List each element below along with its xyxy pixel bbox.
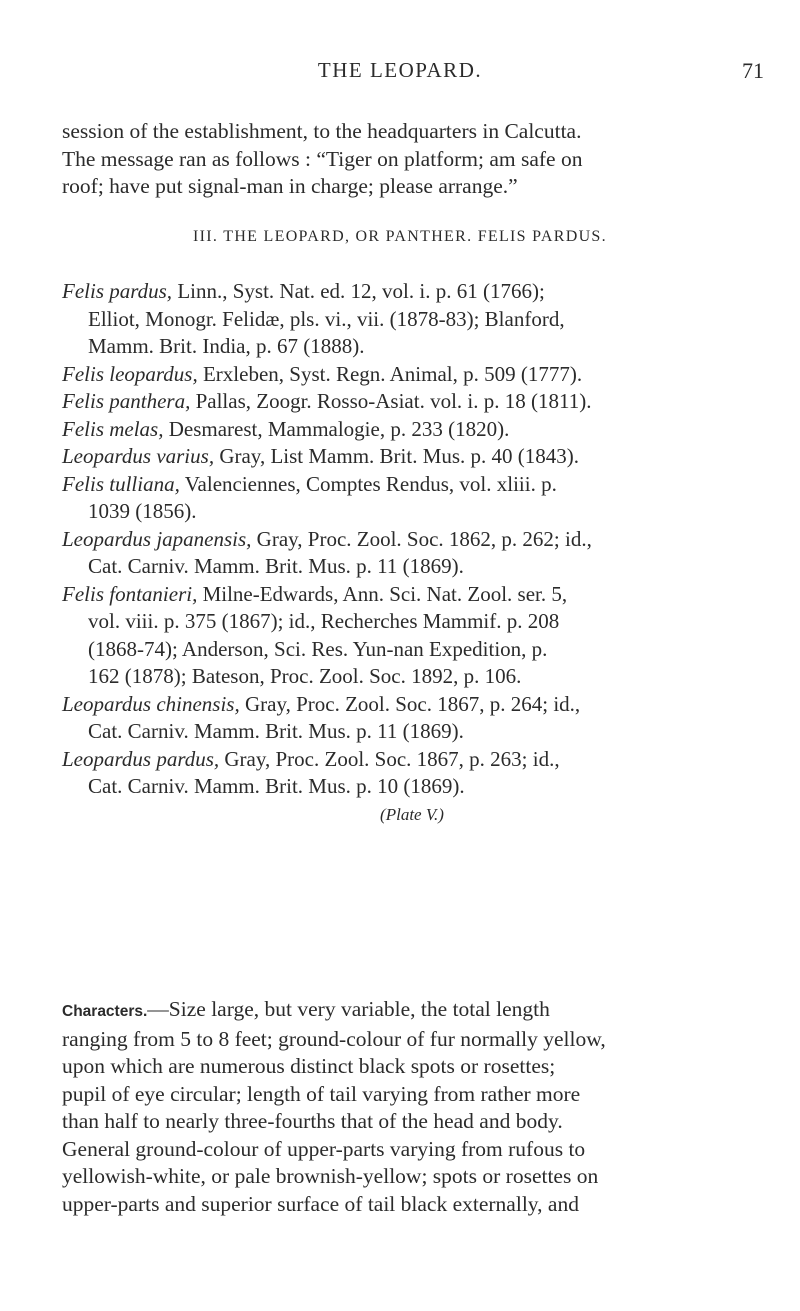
intro-line: session of the establishment, to the headquarters in Calcutta. (62, 119, 582, 143)
synonym-citation: Gray, List Mamm. Brit. Mus. p. 40 (1843). (219, 444, 580, 468)
synonym-citation: Pallas, Zoogr. Rosso-Asiat. vol. i. p. 18 (1811). (195, 389, 592, 413)
synonym-entry (62, 746, 762, 801)
synonym-citation: Milne-Edwards, Ann. Sci. Nat. Zool. ser. 5, (202, 581, 568, 606)
synonym-name: Leopardus varius, (62, 444, 215, 468)
synonym-citation: Cat. Carniv. Mamm. Brit. Mus. p. 10 (1869). (88, 774, 465, 798)
synonym-name: Felis fontanieri, (62, 581, 198, 606)
synonym-citation: Gray, Proc. Zool. Soc. 1862, p. 262; id., (256, 526, 592, 551)
synonym-name: Leopardus pardus, (62, 746, 220, 771)
synonym-entry (62, 443, 762, 471)
characters-line: General ground-colour of upper-parts varying from rufous to (62, 1136, 586, 1161)
characters-line: than half to nearly three-fourths that of the head and body. (62, 1109, 563, 1133)
synonym-entry (62, 361, 762, 389)
characters-line: pupil of eye circular; length of tail varying from rather more (62, 1081, 581, 1106)
synonym-name: Felis tulliana, (62, 471, 180, 496)
synonym-citation: Linn., Syst. Nat. ed. 12, vol. i. p. 61 (1766); (177, 279, 545, 303)
characters-line: upon which are numerous distinct black spots or rosettes; (62, 1054, 556, 1078)
running-head: THE LEOPARD. (317, 58, 483, 82)
synonym-name: Leopardus japanensis, (62, 526, 252, 551)
synonym-citation: Valenciennes, Comptes Rendus, vol. xliii. p. (184, 471, 557, 496)
synonym-citation: Cat. Carniv. Mamm. Brit. Mus. p. 11 (1869). (88, 554, 464, 578)
synonym-citation: Erxleben, Syst. Regn. Animal, p. 509 (1777). (202, 361, 583, 386)
synonym-entry (62, 526, 762, 581)
synonym-name: Felis leopardus, (62, 361, 198, 386)
characters-line (62, 996, 762, 1026)
synonym-citation: vol. viii. p. 375 (1867); id., Recherches Mammif. p. 208 (88, 609, 560, 633)
characters-line: yellowish-white, or pale brownish-yellow; spots or rosettes on (62, 1164, 599, 1188)
synonym-name: Leopardus chinensis, (62, 691, 240, 716)
section-heading: III. THE LEOPARD, OR PANTHER. FELIS PARDUS. (193, 228, 607, 245)
synonym-citation: 1039 (1856). (88, 499, 197, 523)
synonym-name: Felis pardus, (62, 279, 173, 303)
synonym-citation: Gray, Proc. Zool. Soc. 1867, p. 263; id., (224, 746, 560, 771)
characters-paragraph (62, 996, 762, 1218)
synonym-citation: Gray, Proc. Zool. Soc. 1867, p. 264; id., (244, 691, 581, 716)
synonym-citation: Cat. Carniv. Mamm. Brit. Mus. p. 11 (1869). (88, 719, 464, 743)
synonym-citation: Mamm. Brit. India, p. 67 (1888). (88, 334, 365, 358)
synonym-entry (62, 691, 762, 746)
synonym-entry (62, 471, 762, 526)
synonym-citation: Desmarest, Mammalogie, p. 233 (1820). (168, 416, 510, 441)
synonym-entry (62, 388, 762, 416)
characters-text: —Size large, but very variable, the total length (147, 997, 550, 1021)
synonym-entry (62, 278, 762, 361)
synonym-citation: 162 (1878); Bateson, Proc. Zool. Soc. 1892, p. 106. (88, 664, 522, 688)
intro-paragraph (62, 118, 762, 201)
synonym-citation: Elliot, Monogr. Felidæ, pls. vi., vii. (1878-83); Blanford, (88, 306, 565, 331)
plate-reference: (Plate V.) (380, 804, 444, 824)
synonym-name: Felis panthera, (62, 389, 191, 413)
synonym-entry (62, 416, 762, 444)
intro-line: roof; have put signal-man in charge; please arrange.” (62, 174, 518, 198)
characters-line: ranging from 5 to 8 feet; ground-colour of fur normally yellow, (62, 1026, 606, 1051)
synonymy-list (62, 278, 762, 828)
intro-line: The message ran as follows : “Tiger on platform; am safe on (62, 146, 583, 171)
characters-line: upper-parts and superior surface of tail black externally, and (62, 1191, 579, 1216)
synonym-citation: (1868-74); Anderson, Sci. Res. Yun-nan Expedition, p. (88, 636, 548, 661)
characters-label: Characters. (62, 1003, 148, 1020)
synonym-entry (62, 581, 762, 691)
synonym-name: Felis melas, (62, 416, 164, 441)
page-number: 71 (742, 58, 764, 83)
